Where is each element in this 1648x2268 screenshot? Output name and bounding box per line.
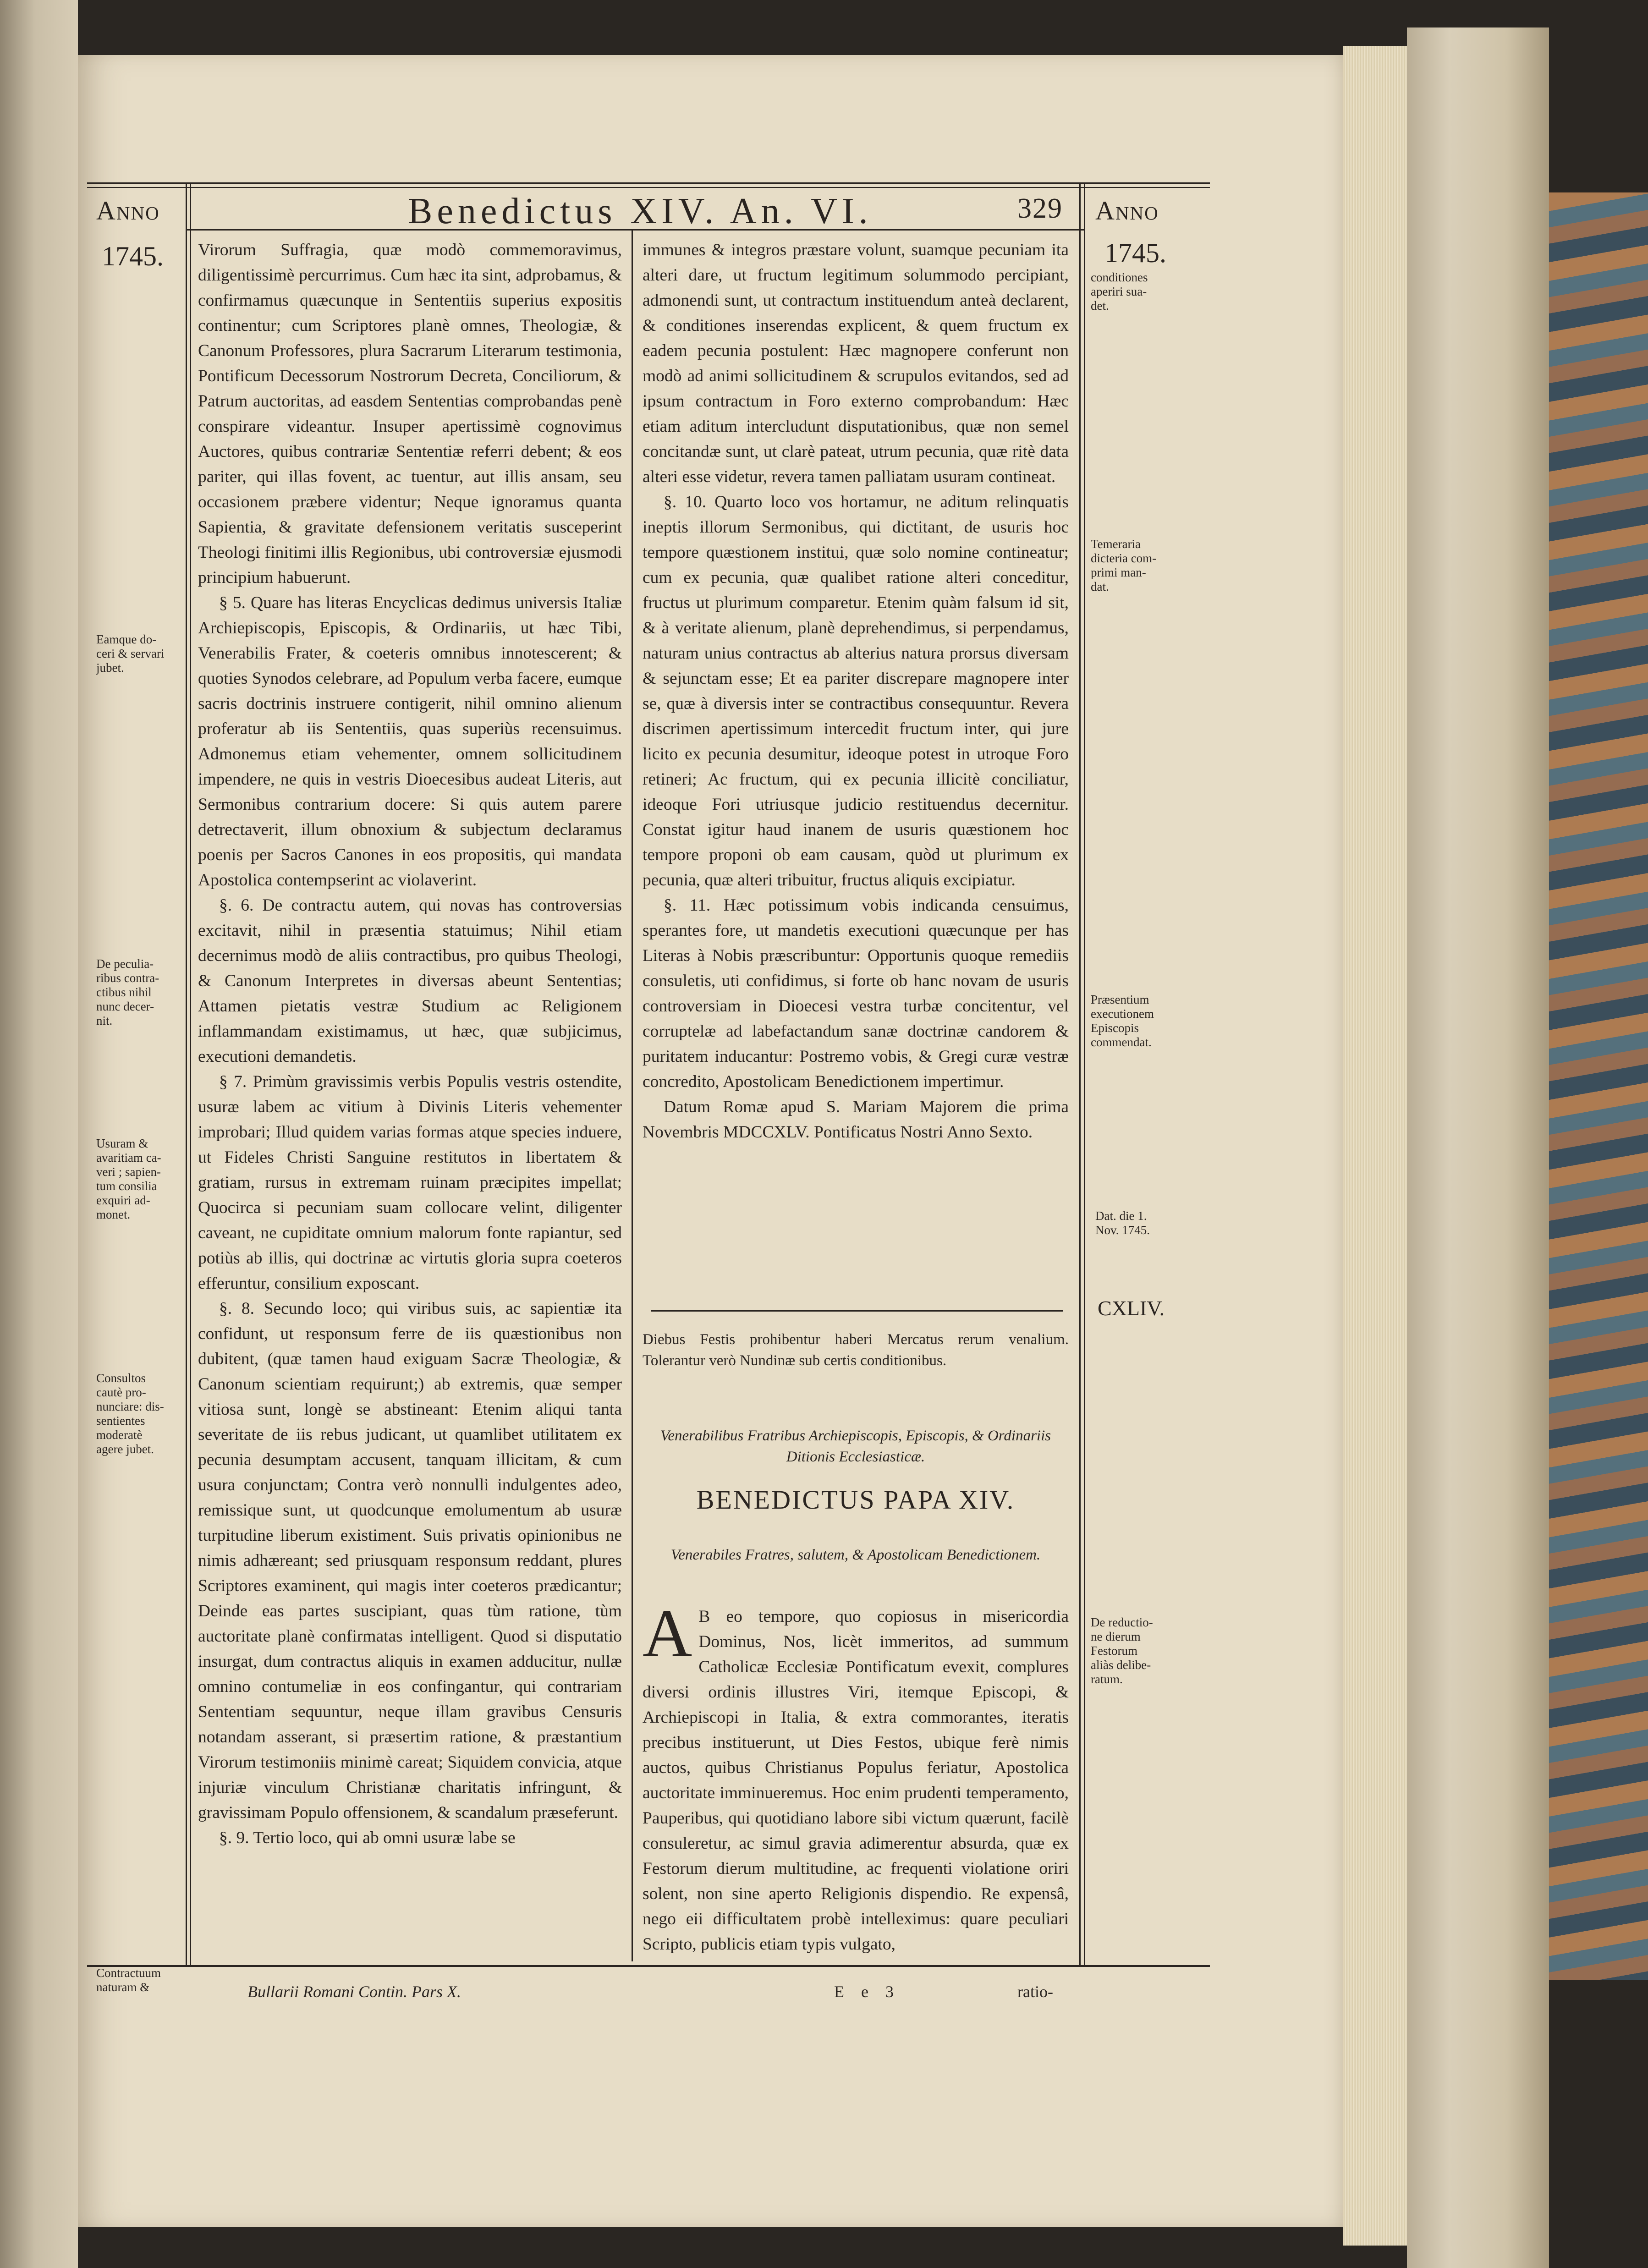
bull-divider: [651, 1310, 1063, 1312]
right-rule: [1079, 182, 1081, 1965]
left-column: [198, 237, 622, 1851]
book-page: [78, 55, 1343, 2227]
bull-number: CXLIV.: [1098, 1296, 1165, 1320]
dating-clause: Datum Romæ apud S. Mariam Majorem die prima Novembris MDCCXLV. Pontificatus Nostri Anno Sexto.: [643, 1098, 1069, 1142]
center-rule: [632, 229, 633, 1961]
paragraph-10: §. 10. Quarto loco vos hortamur, ne aditum relinquatis ineptis illorum Sermonibus, qui dictitant, de usuris hoc tempore quæstionem institui, quæ solo nomine contineatur; cum ex pecunia, quæ qualibet ratione alteri conceditur, fructus ut plurimum comparetur. Etenim quàm falsum id sit, & à veritate alienum, planè deprehendimus, si perpendamus, naturam unius contractus ab alterius natura prorsus diversam & sejunctam esse; Et ea pariter discrepare magnopere inter se, quæ à diversis inter se contractibus consequuntur. Revera discrimen apertissimum intercedit fructum inter, qui jure licito ex pecunia desumitur, ideoque potest in utroque Foro retineri; Ac fructum, qui ex pecunia illicitè conciliatur, ideoque Fori utriusque judicio restituendus decernitur. Constat igitur haud inanem de usuris quæstionem hoc tempore proponi ob eam causam, quòd ut plurimum ex pecunia, quæ alteri tribuitur, fructus aliquis excipiatur.: [643, 493, 1069, 890]
right-column: [643, 237, 1069, 1145]
left-page-edge: [0, 0, 78, 2268]
paragraph-7: § 7. Primùm gravissimis verbis Populis vestris ostendite, usuræ labem ac vitium à Divinis Literis vehementer improbari; Illud quidem varias formas atque species induere, ut Fideles Christi Sanguine restitutos in libertatem & gratiam, rursus in extremam ruinam præcipites impellat; Quocirca si pecuniam suam collocare velint, diligenter caveant, ne cupiditate omnium malorum fonte rapiantur, sed potiùs ab illis, qui doctrinæ ac virtutis gloria supra coeteros efferuntur, consilium exposcant.: [198, 1072, 622, 1293]
anno-right: Anno: [1095, 196, 1159, 225]
pope-heading: BENEDICTUS PAPA XIV.: [696, 1485, 1015, 1515]
book-binding: [1407, 27, 1549, 2268]
paragraph-5: § 5. Quare has literas Encyclicas dedimus universis Italiæ Archiepiscopis, Episcopis, & Ordinariis, ut hæc Tibi, Venerabilis Frater, & coeteris omnibus innotescerent; & quoties Synodos celebrare, ad Populum verba facere, eumque sacris doctrinis instruere contigerit, nihil omnino alienum proferatur ab iis Sententiis, quas superiùs recensuimus. Admonemus etiam vehementer, omnem sollicitudinem impendere, ne quis in vestris Dioecesibus audeat Literis, aut Sermonibus contrarium docere: Si quis autem parere detrectaverit, illum obnoxium & subjectum declaramus poenis per Sacros Canones in eos propositis, qui mandata Apostolica contempserint ac violaverint.: [198, 593, 622, 890]
margin-note-left-1: Eamque do- ceri & servari jubet.: [96, 632, 165, 675]
bull-body: [643, 1595, 1069, 1957]
signature-mark: E e 3: [834, 1982, 900, 2001]
top-rule-thin: [87, 187, 1210, 188]
page-title: Benedictus XIV. An. VI.: [408, 191, 873, 231]
paragraph-6: §. 6. De contractu autem, qui novas has controversias excitavit, nihil in præsentia statuimus; Nihil etiam decernimus modò de aliis contractibus, pro quibus Theologi, & Canonum Interpretes in diversas abeunt Sententias; Attamen pietatis vestræ Studium ac Religionem inflammandam existimamus, ut hæc, quæ subjicimus, executioni demandetis.: [198, 896, 622, 1066]
paragraph-9: §. 9. Tertio loco, qui ab omni usuræ labe se: [219, 1829, 516, 1847]
year-left: 1745.: [102, 241, 164, 271]
margin-note-right-2: Temeraria dicteria com- primi man- dat.: [1091, 537, 1157, 593]
top-rule: [87, 182, 1210, 184]
year-right: 1745.: [1104, 238, 1166, 268]
margin-note-right-4: Dat. die 1. Nov. 1745.: [1095, 1209, 1150, 1237]
margin-note-right-3: Præsentium executionem Episcopis commendat.: [1091, 993, 1154, 1049]
margin-note-left-4: Consultos cautè pro- nunciare: dis- sentientes moderatè agere jubet.: [96, 1371, 164, 1456]
bottom-rule: [87, 1965, 1210, 1967]
bull-text: B eo tempore, quo copiosus in misericordia Dominus, Nos, licèt immeritos, ad summum Catholicæ Ecclesiæ Pontificatum evexit, complures diversi ordinis illustres Viri, itemque Episcopi, & Archiepiscopi in Italia, & extra commorantes, iteratis precibus instituerunt, ut Dies Festos, ubique ferè nimis auctos, quibus Christianus Populus feriatur, Apostolica auctoritate imminueremus. Hoc enim prudenti temperamento, Pauperibus, qui quotidiano labore sibi victum quærunt, facilè consuleretur, ac simul gravia adimerentur absurda, quæ ex Festorum dierum multitudine, ac frequenti violatione oriri solent, non sine aperto Religionis dispendio. Re expensâ, nego eii difficultatem probè intelleximus: quare peculiari Scripto, publicis etiam typis vulgato,: [643, 1607, 1069, 1954]
paragraph: Virorum Suffragia, quæ modò commemoravimus, diligentissimè percurrimus. Cum hæc ita sint, adprobamus, & confirmamus quæcunque in Sententiis superius expositis continentur; cum Scriptores planè omnes, Theologiæ, & Canonum Professores, plura Sacrarum Literarum testimonia, Pontificum Decessorum Nostrorum Decreta, Conciliorum, & Patrum auctoritas, ad easdem Sententias comprobandas penè conspirare videantur. Insuper apertissimè cognovimus Auctores, quibus contrariæ Sententiæ referri debent; & eos pariter, qui illas fovent, ac tuentur, aut illis ansam, seu occasionem præbere videntur; Neque ignoramus quanta Sapientia, & gravitate defensionem veritatis susceperint Theologi finitimi illis Regionibus, ubi controversiæ ejusmodi principium habuerunt.: [198, 241, 622, 587]
right-rule-2: [1084, 182, 1085, 1965]
footer-source: Bullarii Romani Contin. Pars X.: [247, 1982, 461, 2001]
page-number: 329: [1017, 193, 1063, 224]
margin-note-right-1: conditiones aperiri sua- det.: [1091, 270, 1148, 313]
margin-note-left-3: Usuram & avaritiam ca- veri ; sapien- tum consilia exquiri ad- monet.: [96, 1137, 161, 1221]
bull-summary: Diebus Festis prohibentur haberi Mercatus rerum venalium. Tolerantur verò Nundinæ sub certis conditionibus.: [643, 1331, 1069, 1369]
paragraph-cont: immunes & integros præstare volunt, suamque pecuniam ita alteri dare, ut fructum legitimum solummodo percipiant, admonendi sunt, ut contractum instituendum anteà declarent, & conditiones inserendas explicent, & quem fructum ex eadem pecunia postulent: Hæc magnopere conferunt non modò ad animi sollicitudinem & scrupulos evitandos, sed ad ipsum contractum in Foro externo comprobandum: Hæc etiam aditum intercludunt disputationibus, quæ non semel concitandæ sunt, ut clarè pateat, utrum pecunia, quæ ritè data alteri esse videtur, revera tamen palliatam usuram contineat.: [643, 241, 1069, 486]
bull-address: Venerabilibus Fratribus Archiepiscopis, Episcopis, & Ordinariis Ditionis Ecclesiasticæ.: [660, 1428, 1051, 1465]
left-rule: [186, 182, 187, 1965]
margin-note-left-2: De peculia- ribus contra- ctibus nihil nunc decer- nit.: [96, 957, 159, 1027]
marbled-cover: [1549, 192, 1648, 1980]
margin-note-right-5: De reductio- ne dierum Festorum aliàs delibe- ratum.: [1091, 1615, 1153, 1686]
paragraph-8: §. 8. Secundo loco; qui viribus suis, ac sapientiæ ita confidunt, ut responsum ferre de iis quæstionibus non dubitent, (quæ tamen haud exiguam Sacræ Theologiæ, & Canonum scientiam requirunt;) ab extremis, quæ semper vitiosa sunt, longè se abstineant: Etenim aliqui tanta severitate de iis rebus judicant, ut quamlibet utilitatem ex pecunia desumptam accusent, tanquam illicitam, & cum usura conjunctam; Contra verò nonnulli indulgentes adeo, remissique sunt, ut quodcunque emolumentum ab usuræ turpitudine liberum existiment. Suis privatis opinionibus ne nimis adhæreant; sed priusquam responsum reddant, plures Scriptores examinent, qui magis inter coeteros prædicantur; Deinde eas partes suscipiant, quas tùm ratione, tùm auctoritate planè confirmatas intelligent. Quod si disputatio insurgat, dum contractus aliquis in examen adducitur, nullæ omnino contumeliæ in eos confingantur, qui contrariam Sententiam sequuntur, neque illam gravibus Censuris notandam asserant, si præsertim ratione, & præstantium Virorum testimoniis minimè careat; Siquidem convicia, atque injuriæ vinculum Christianæ charitatis infringunt, & gravissimam Populo offensionem, & scandalum præseferunt.: [198, 1299, 622, 1822]
paragraph-11: §. 11. Hæc potissimum vobis indicanda censuimus, sperantes fore, ut mandetis executioni quæcunque per has Literas à Nobis præscribuntur: Opportunis quoque remediis consuletis, uti confidimus, si forte ob hanc novam de usuris controversiam in Dioecesi vestra turbæ concitentur, vel corruptelæ ad labefactandum sanæ doctrinæ candorem & puritatem inducantur: Postremo vobis, & Gregi curæ vestræ concredito, Apostolicam Benedictionem impertimur.: [643, 896, 1069, 1091]
catchword: ratio-: [1017, 1982, 1053, 2001]
page-fore-edge: [1343, 46, 1407, 2246]
salutation: Venerabiles Fratres, salutem, & Apostolicam Benedictionem.: [670, 1547, 1041, 1563]
anno-left: Anno: [96, 196, 160, 225]
left-rule-2: [190, 182, 191, 1965]
margin-note-left-5: Contractuum naturam &: [96, 1966, 161, 1994]
drop-initial: A: [643, 1595, 692, 1671]
